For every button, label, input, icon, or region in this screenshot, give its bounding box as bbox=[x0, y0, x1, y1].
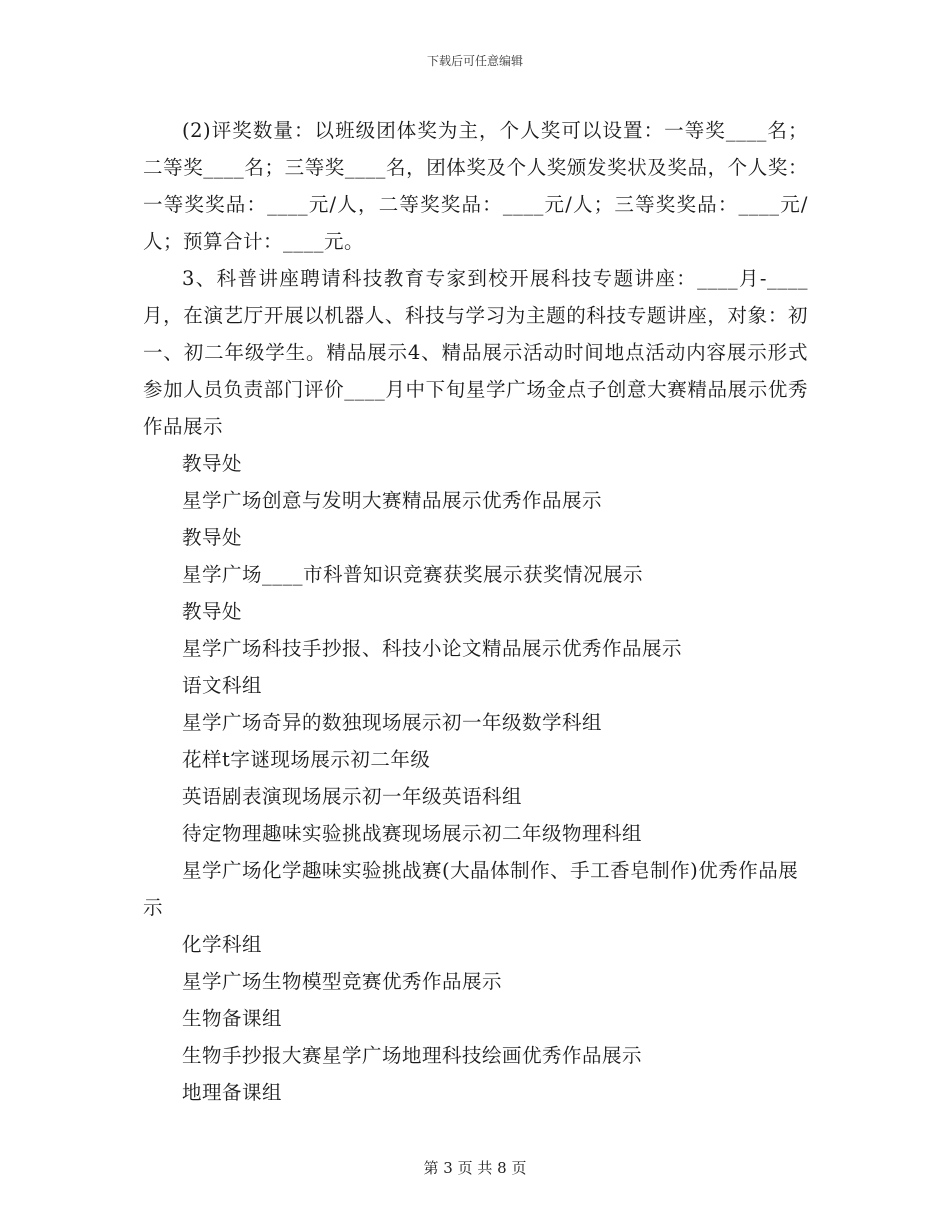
list-line: 星学广场____市科普知识竞赛获奖展示获奖情况展示 bbox=[182, 563, 644, 586]
paragraph-award-quantity: (2)评奖数量：以班级团体奖为主，个人奖可以设置：一等奖____名；二等奖____名；三等奖____名，团体奖及个人奖颁发奖状及奖品，个人奖：一等奖奖品：____元/人，二等奖奖品：____元/人；三等奖奖品：____元/人；预算合计：____元。 bbox=[143, 119, 808, 253]
list-line: 教导处 bbox=[182, 526, 243, 549]
list-line: 语文科组 bbox=[182, 674, 263, 697]
list-line: 花样t字谜现场展示初二年级 bbox=[182, 748, 431, 771]
page-header: 下载后可任意编辑 bbox=[426, 54, 523, 68]
list-line: 英语剧表演现场展示初一年级英语科组 bbox=[182, 785, 523, 808]
paragraph-chemistry-showcase: 星学广场化学趣味实验挑战赛(大晶体制作、手工香皂制作)优秀作品展示 bbox=[143, 859, 799, 919]
list-line: 待定物理趣味实验挑战赛现场展示初二年级物理科组 bbox=[182, 822, 643, 845]
list-line: 星学广场生物模型竞赛优秀作品展示 bbox=[182, 970, 503, 993]
list-line: 星学广场奇异的数独现场展示初一年级数学科组 bbox=[182, 711, 603, 734]
page-footer: 第 3 页 共 8 页 bbox=[423, 1159, 527, 1177]
list-line: 教导处 bbox=[182, 452, 243, 475]
list-line: 地理备课组 bbox=[182, 1081, 283, 1104]
paragraph-science-lecture: 3、科普讲座聘请科技教育专家到校开展科技专题讲座：____月-____月，在演艺厅开展以机器人、科技与学习为主题的科技专题讲座，对象：初一、初二年级学生。精品展示4、精品展示活动时间地点活动内容展示形式参加人员负责部门评价____月中下旬星学广场金点子创意大赛精品展示优秀作品展示 bbox=[143, 267, 808, 438]
list-line: 生物手抄报大赛星学广场地理科技绘画优秀作品展示 bbox=[182, 1044, 643, 1067]
document-body bbox=[143, 112, 808, 1111]
list-line: 教导处 bbox=[182, 600, 243, 623]
list-line: 化学科组 bbox=[182, 933, 263, 956]
list-line: 生物备课组 bbox=[182, 1007, 283, 1030]
list-line: 星学广场科技手抄报、科技小论文精品展示优秀作品展示 bbox=[182, 637, 683, 660]
list-line: 星学广场创意与发明大赛精品展示优秀作品展示 bbox=[182, 489, 603, 512]
